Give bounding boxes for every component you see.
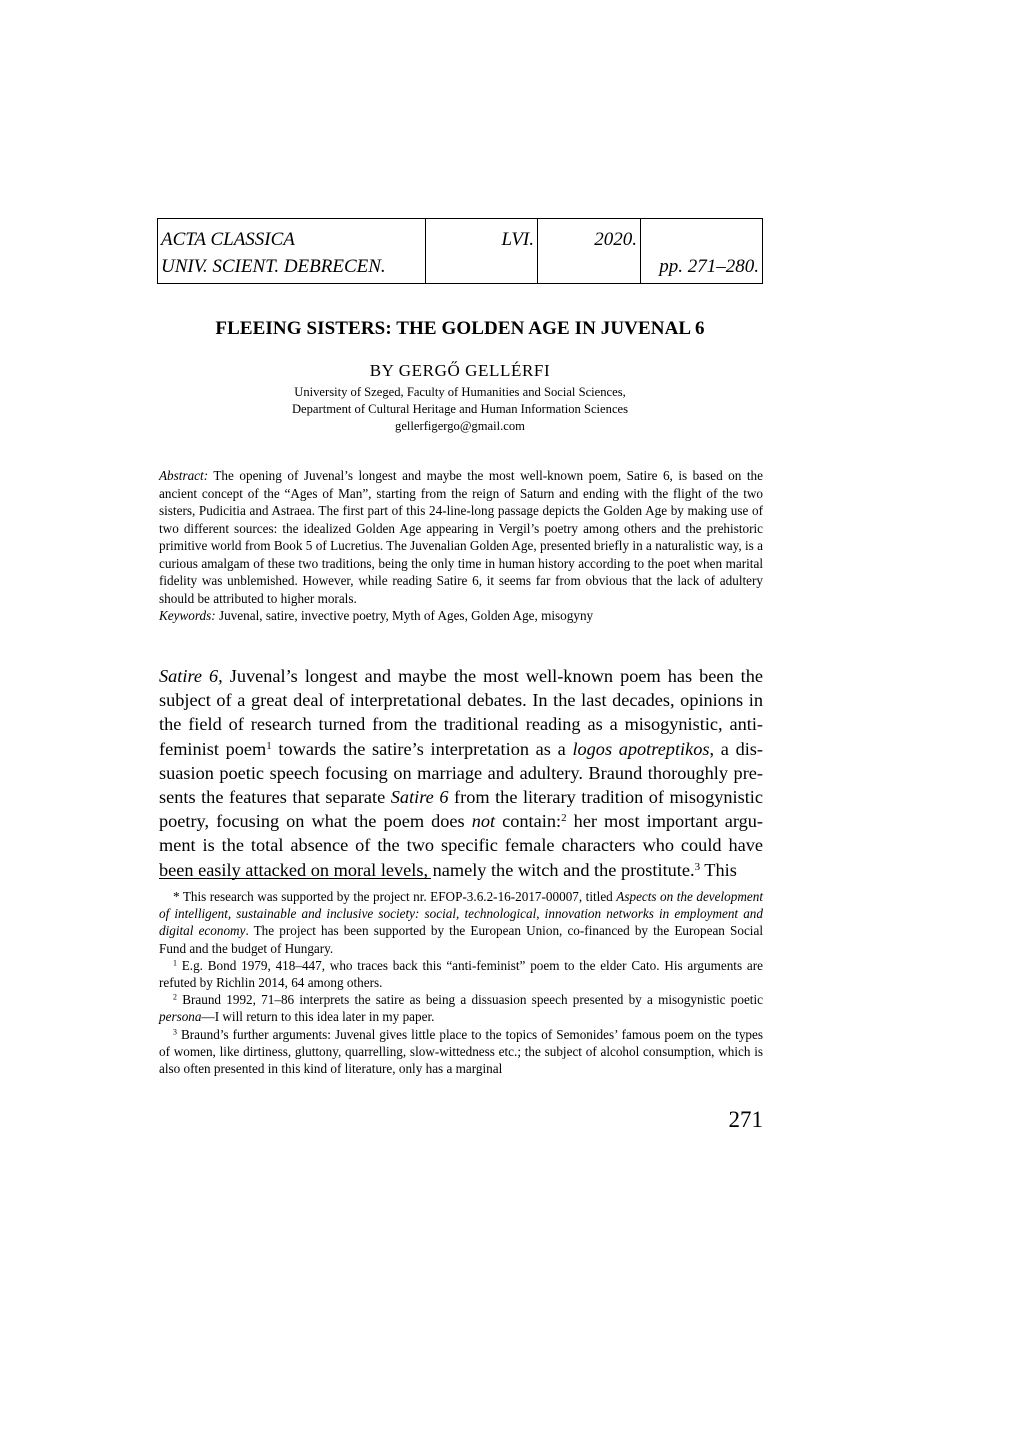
abstract-text: The opening of Juvenal’s longest and maybe the most well-known poem, Satire 6, is based on the ancient concept of the “Ages of Man”, starting from the reign of Saturn and ending with the flight of the two sisters, Pudicitia and Astraea. The first part of this 24-line-long passage depicts the Golden Age by making use of two different sources: the idealized Golden Age appearing in Vergil’s poetry among others and the prehistoric primitive world from Book 5 of Lucretius. The Juvenalian Golden Age, presented briefly in a naturalistic way, is a curious amalgam of these two traditions, being the only time in human history according to the poet when marital fidelity was unblemished. However, while reading Satire 6, it seems far from obvious that the lack of adultery should be attributed to higher morals.	[159, 468, 763, 606]
author-byline: BY GERGŐ GELLÉRFI	[369, 361, 551, 380]
text-run: —I will return to this idea later in my paper.	[201, 1009, 435, 1025]
text-italic: Satire 6,	[159, 666, 223, 686]
text-run: Juvenal’s longest and maybe the most well-known poem has been the subject of a great deal of interpretational debates. In the last decades, opinions in the field of research turned from the traditional reading as a misogynistic, antifeminist poem	[159, 666, 763, 759]
journal-year: 2020.	[594, 229, 637, 250]
footnote-1	[159, 957, 763, 991]
text-run: towards the satire’s interpretation as a	[271, 738, 573, 759]
keywords	[159, 607, 763, 625]
footnotes	[159, 888, 763, 1077]
footnote-star	[159, 888, 763, 957]
footnote-mark: 3	[173, 1027, 177, 1037]
affiliation-line2: Department of Cultural Heritage and Human Information Sciences	[291, 402, 629, 416]
article-title: FLEEING SISTERS: THE GOLDEN AGE IN JUVENAL 6	[215, 318, 705, 339]
text-run: from the literary tradition of misogynistic poetry, focusing on what the poem does	[159, 787, 764, 832]
footnote-mark: 2	[173, 992, 177, 1002]
text-run: her most important argument is the total absence of the two specific female characters who could have been easily attacked on moral levels, namely the witch and the prostitute.	[159, 811, 763, 880]
footnote-separator	[159, 878, 431, 879]
text-italic: Aspects on the development of intelligent, sustainable and inclusive society: social, technological, innovation networks in employment and digital economy	[159, 889, 763, 939]
author-affiliation	[157, 384, 763, 435]
text-run: contain:	[495, 811, 562, 832]
abstract-paragraph	[159, 467, 763, 607]
text-italic: persona	[159, 1009, 202, 1025]
body-text	[159, 664, 763, 882]
text-italic: logos apotreptikos	[572, 738, 710, 759]
footnote-ref-3[interactable]: 3	[694, 860, 701, 873]
text-run: * This research was supported by the project nr. EFOP-3.6.2-16-2017-00007, titled	[173, 889, 617, 904]
header-cell-journal	[158, 219, 426, 283]
header-cell-pages	[641, 219, 762, 283]
abstract	[159, 467, 763, 625]
journal-volume: LVI.	[501, 229, 534, 250]
page-number: 271	[728, 1107, 763, 1132]
footnote-ref-1[interactable]: 1	[266, 739, 272, 752]
header-cell-volume	[426, 219, 538, 283]
footnote-2	[159, 991, 763, 1025]
text-run: Braund’s further arguments: Juvenal gives little place to the topics of Semonides’ famous poem on the types of women, like dirtiness, gluttony, quarrelling, slow-wittedness etc.; the subject of alcohol consumption, which is also often presented in this kind of literature, only has a marginal	[159, 1026, 763, 1077]
footnote-3	[159, 1026, 763, 1078]
journal-name-line1: ACTA CLASSICA	[161, 229, 295, 250]
journal-header-table	[157, 218, 763, 284]
text-run: , a dissuasion poetic speech focusing on marriage and adultery. Braund thoroughly presents the features that separate	[159, 738, 763, 808]
footnote-mark: 1	[173, 958, 177, 968]
keywords-label: Keywords:	[159, 608, 216, 623]
text-run: Braund 1992, 71–86 interprets the satire as being a dissuasion speech presented by a misogynistic poetic	[176, 992, 763, 1008]
text-run: This	[700, 859, 737, 880]
journal-name-line2: UNIV. SCIENT. DEBRECEN.	[161, 256, 386, 277]
text-italic: not	[471, 811, 496, 832]
affiliation-line1: University of Szeged, Faculty of Humanities and Social Sciences,	[294, 385, 626, 399]
footnote-ref-2[interactable]: 2	[561, 812, 567, 825]
author-email: gellerfigergo@gmail.com	[395, 419, 525, 433]
text-run: E.g. Bond 1979, 418–447, who traces back this “anti-feminist” poem to the elder Cato. His arguments are refuted by Richlin 2014, 64 among others.	[159, 957, 763, 991]
body-paragraph	[159, 664, 763, 882]
keywords-text: Juvenal, satire, invective poetry, Myth of Ages, Golden Age, misogyny	[218, 608, 594, 623]
header-cell-year	[538, 219, 641, 283]
text-italic: Satire 6	[390, 787, 449, 808]
journal-pages: pp. 271–280.	[659, 256, 759, 277]
text-run: . The project has been supported by the European Union, co-financed by the European Social Fund and the budget of Hungary.	[159, 923, 763, 956]
abstract-label: Abstract:	[159, 468, 209, 483]
